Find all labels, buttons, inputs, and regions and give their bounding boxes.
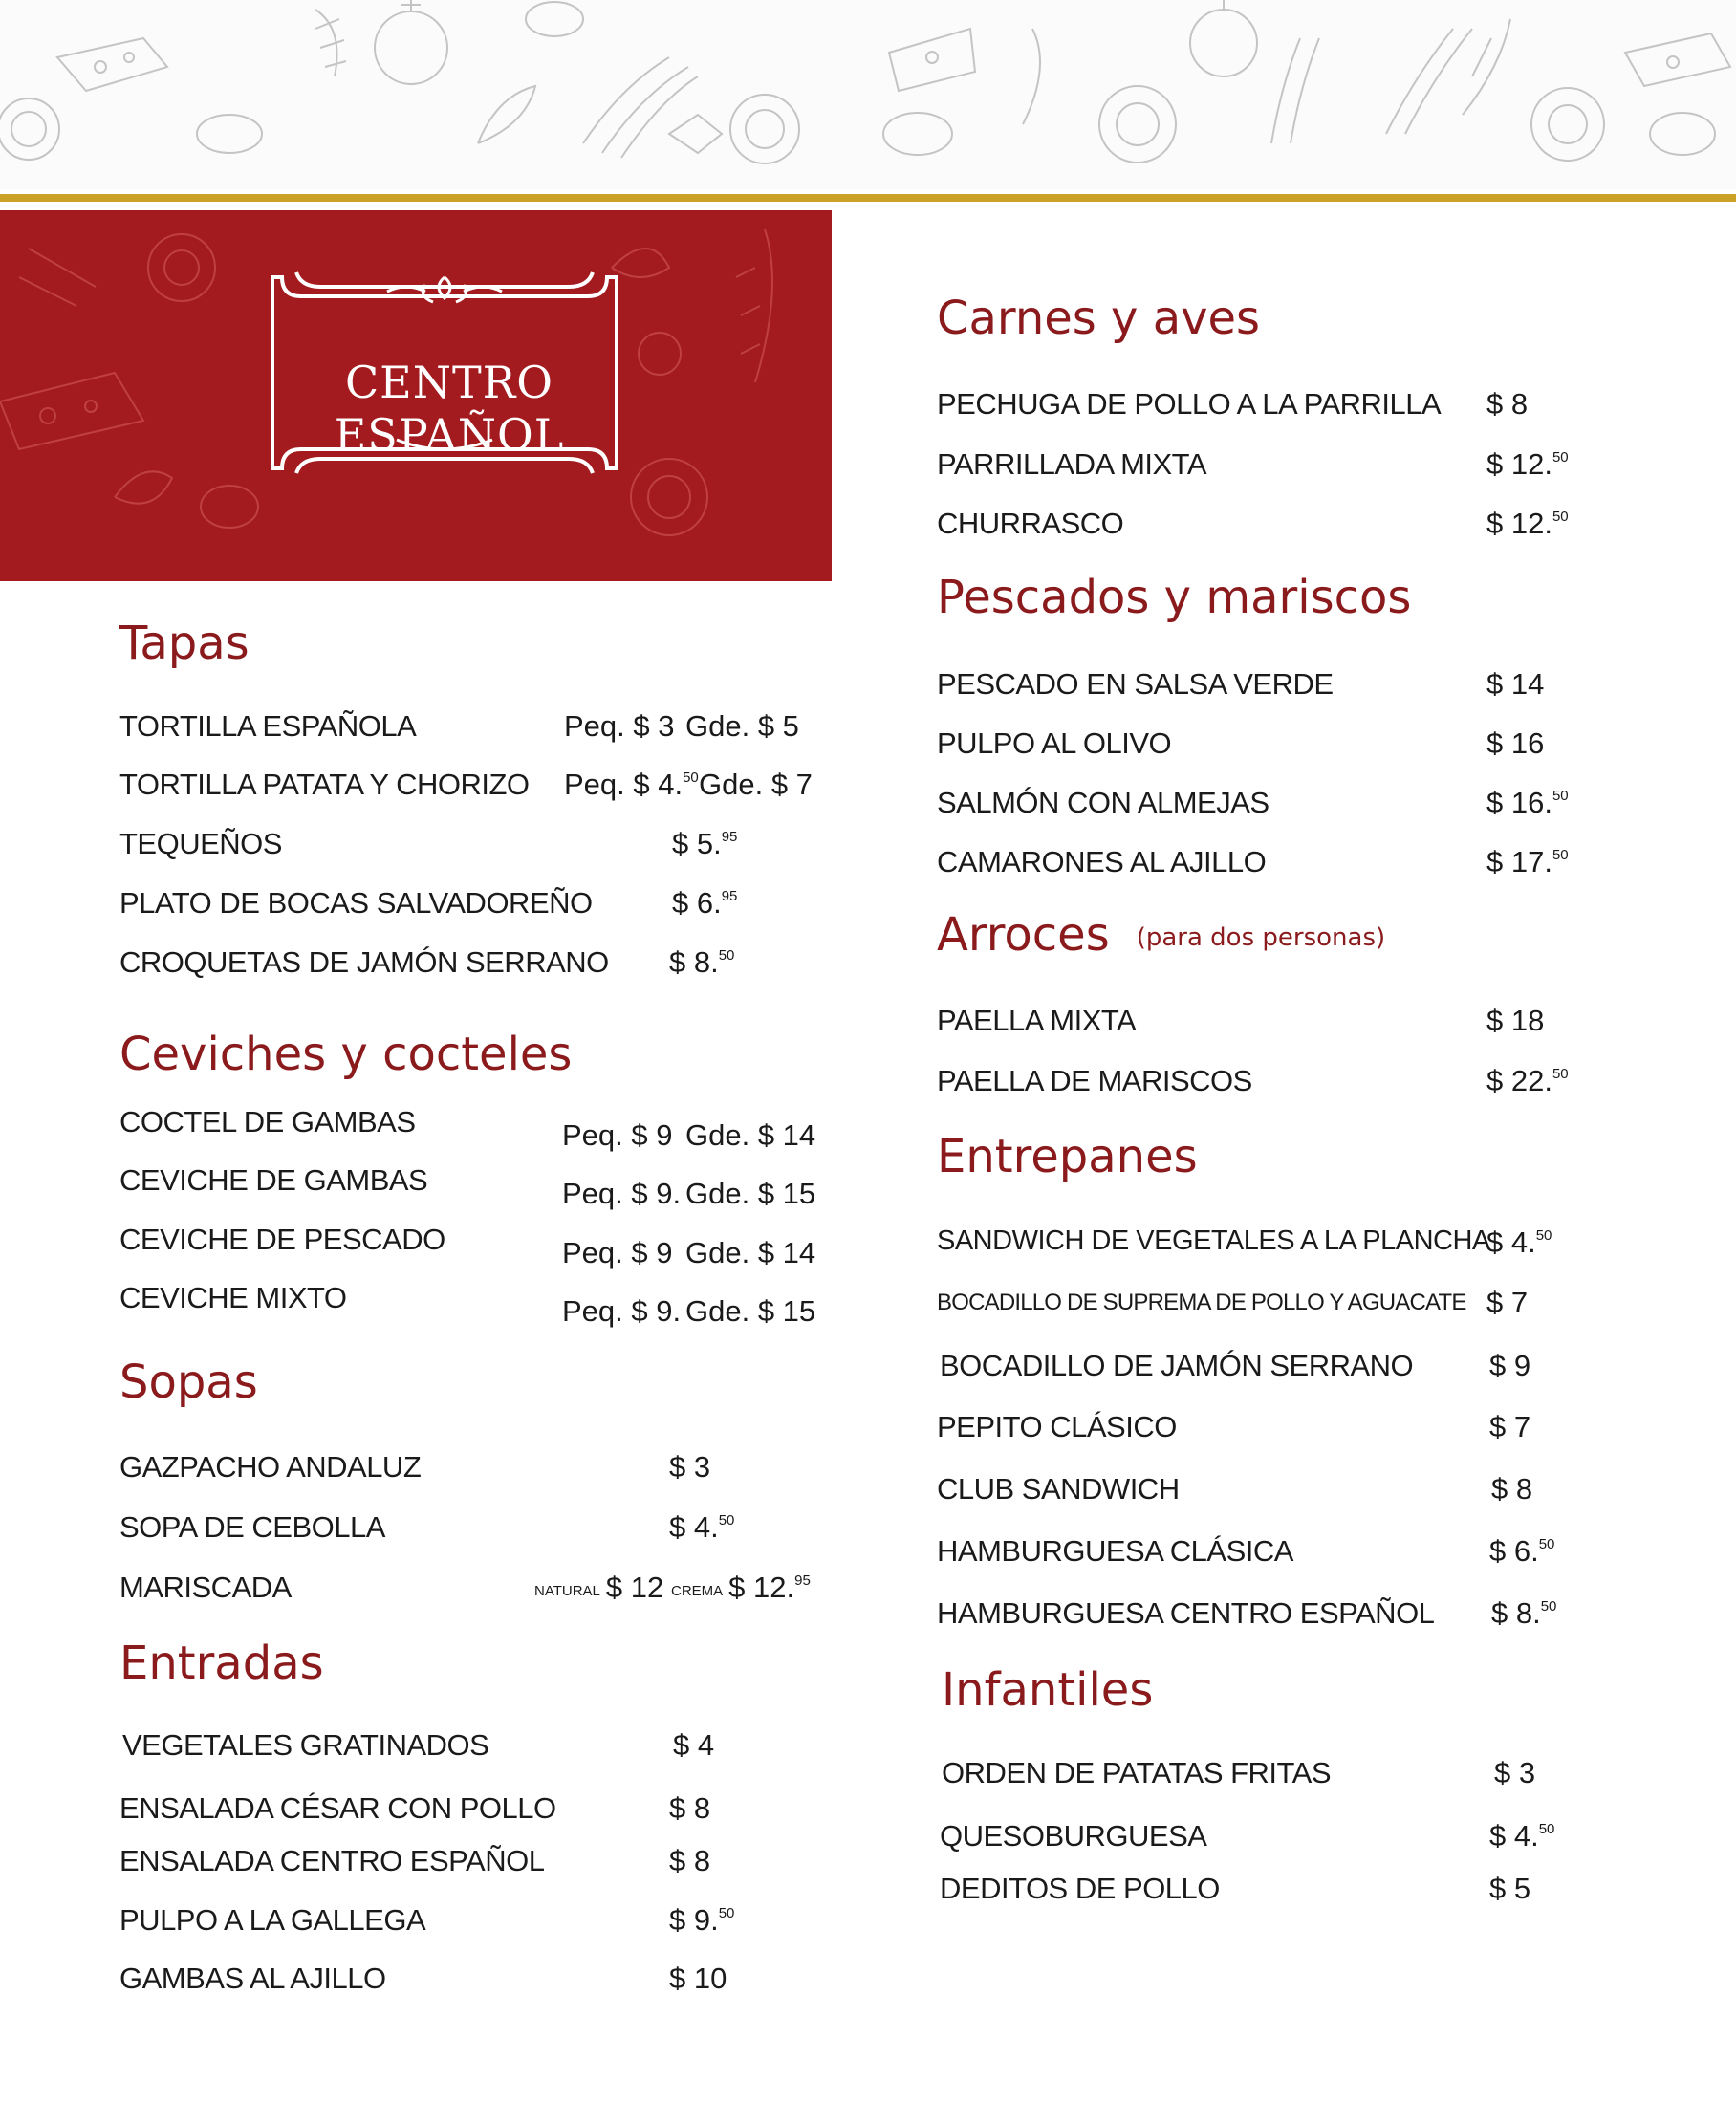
item-name: COCTEL DE GAMBAS (119, 1105, 416, 1138)
item-price: $ 18 (1486, 1004, 1545, 1037)
item-price: $ 6.95 (672, 886, 738, 920)
item-price-large: Gde. $ 15 (685, 1294, 816, 1328)
item-name: ENSALADA CENTRO ESPAÑOL (119, 1844, 545, 1877)
menu-item (937, 726, 1702, 774)
section-title-tapas: Tapas (119, 617, 250, 670)
menu-item (937, 507, 1702, 554)
item-price: $ 12.50 (1486, 447, 1569, 481)
item-price: $ 12.50 (1486, 507, 1569, 540)
section-note: (para dos personas) (1136, 923, 1386, 952)
item-name: PARRILLADA MIXTA (937, 447, 1206, 481)
item-name: TORTILLA ESPAÑOLA (119, 709, 417, 743)
item-price-large: Gde. $ 5 (685, 709, 799, 743)
item-price: $ 8 (1491, 1472, 1533, 1506)
item-name: CLUB SANDWICH (937, 1472, 1180, 1506)
item-name: PLATO DE BOCAS SALVADOREÑO (119, 886, 593, 920)
item-name: PEPITO CLÁSICO (937, 1410, 1177, 1443)
menu-item (119, 709, 827, 757)
menu-item (937, 1534, 1702, 1582)
item-name: TEQUEÑOS (119, 827, 282, 860)
item-price: $ 17.50 (1486, 845, 1569, 878)
item-name: CEVICHE DE GAMBAS (119, 1163, 428, 1197)
item-name: PULPO A LA GALLEGA (119, 1903, 426, 1937)
menu-item (937, 1596, 1702, 1644)
item-name: PESCADO EN SALSA VERDE (937, 667, 1334, 701)
menu-item (122, 1728, 830, 1776)
menu-item (937, 1004, 1702, 1052)
item-name: PULPO AL OLIVO (937, 726, 1172, 760)
menu-item (937, 667, 1702, 715)
item-price: $ 9 (1489, 1349, 1531, 1382)
item-name: DEDITOS DE POLLO (940, 1872, 1220, 1905)
item-price: $ 7 (1489, 1410, 1531, 1443)
item-name: GAMBAS AL AJILLO (119, 1962, 386, 1995)
item-price-small: Peq. $ 4.50 (564, 768, 699, 801)
item-price: $ 8 (669, 1791, 711, 1825)
item-name: CHURRASCO (937, 507, 1124, 540)
item-name: MARISCADA (119, 1571, 292, 1604)
section-title-carnes: Carnes y aves (937, 292, 1261, 345)
menu-item (119, 886, 827, 934)
item-price-small: Peq. $ 9. (562, 1177, 682, 1210)
item-price-small: Peq. $ 9. (562, 1294, 682, 1328)
section-title-entradas: Entradas (119, 1637, 324, 1690)
item-name: BOCADILLO DE SUPREMA DE POLLO Y AGUACATE (937, 1290, 1466, 1315)
section-title-infantiles: Infantiles (942, 1663, 1154, 1717)
brand-name-line2: ESPAÑOL (334, 409, 565, 461)
item-name: CAMARONES AL AJILLO (937, 845, 1267, 878)
item-name: PAELLA MIXTA (937, 1004, 1137, 1037)
section-title-sopas: Sopas (119, 1355, 258, 1409)
item-price-small: Peq. $ 9 (562, 1118, 673, 1152)
item-price: $ 7 (1486, 1286, 1529, 1319)
menu-item (119, 1571, 827, 1618)
menu-item (940, 1819, 1704, 1867)
item-name: PAELLA DE MARISCOS (937, 1064, 1252, 1097)
menu-item (940, 1872, 1704, 1919)
item-price-small: Peq. $ 9 (562, 1236, 673, 1269)
item-price: $ 4.50 (669, 1510, 735, 1544)
item-price: $ 9.50 (669, 1903, 735, 1937)
item-price: $ 5 (1489, 1872, 1531, 1905)
item-name: SANDWICH DE VEGETALES A LA PLANCHA (937, 1225, 1490, 1256)
menu-item (119, 1844, 827, 1892)
item-price-crema: CREMA $ 12.95 (671, 1571, 811, 1604)
item-price: $ 4 (673, 1728, 715, 1762)
item-price: $ 10 (669, 1962, 727, 1995)
item-name: SOPA DE CEBOLLA (119, 1510, 385, 1544)
menu-item (937, 1472, 1702, 1520)
item-price: $ 8 (669, 1844, 711, 1877)
item-price: $ 8.50 (1491, 1596, 1557, 1630)
item-name: CEVICHE DE PESCADO (119, 1223, 445, 1256)
item-name: TORTILLA PATATA Y CHORIZO (119, 768, 530, 801)
gold-divider (0, 194, 1736, 202)
item-name: VEGETALES GRATINADOS (122, 1728, 489, 1762)
menu-item (119, 1962, 827, 2009)
menu-item (937, 1225, 1702, 1273)
item-price-large: Gde. $ 7 (699, 768, 813, 801)
item-price-large: Gde. $ 15 (685, 1177, 816, 1210)
item-name: ENSALADA CÉSAR CON POLLO (119, 1791, 556, 1825)
item-name: GAZPACHO ANDALUZ (119, 1450, 422, 1484)
item-name: HAMBURGUESA CLÁSICA (937, 1534, 1293, 1568)
brand-name-line1: CENTRO (344, 357, 554, 408)
section-title-ceviches: Ceviches y cocteles (119, 1028, 573, 1081)
item-price: $ 3 (1494, 1756, 1536, 1789)
brand-banner (0, 210, 832, 581)
item-name: PECHUGA DE POLLO A LA PARRILLA (937, 387, 1442, 421)
item-price-natural: NATURAL $ 12 (534, 1571, 664, 1604)
menu-item (940, 1349, 1704, 1397)
item-price-small: Peq. $ 3 (564, 709, 675, 743)
menu-item (119, 1903, 827, 1951)
menu-item (119, 827, 827, 875)
item-name: CEVICHE MIXTO (119, 1281, 347, 1314)
item-name: ORDEN DE PATATAS FRITAS (942, 1756, 1332, 1789)
item-price-large: Gde. $ 14 (685, 1118, 816, 1152)
menu-item (937, 447, 1702, 495)
menu-item (937, 845, 1702, 893)
section-title-arroces: Arroces (para dos personas) (937, 908, 1386, 962)
item-name: QUESOBURGUESA (940, 1819, 1207, 1853)
menu-item (119, 1105, 827, 1153)
item-price: $ 22.50 (1486, 1064, 1569, 1097)
section-title-entrepanes: Entrepanes (937, 1130, 1198, 1183)
section-title-pescados: Pescados y mariscos (937, 571, 1412, 624)
menu-item (942, 1756, 1706, 1804)
menu-item (119, 1223, 827, 1270)
menu-item (119, 1163, 827, 1211)
item-price: $ 16.50 (1486, 786, 1569, 819)
item-name: BOCADILLO DE JAMÓN SERRANO (940, 1349, 1414, 1382)
item-price: $ 4.50 (1489, 1819, 1555, 1853)
food-sketch-pattern (0, 0, 1736, 189)
item-price-large: Gde. $ 14 (685, 1236, 816, 1269)
item-price: $ 3 (669, 1450, 711, 1484)
item-price: $ 14 (1486, 667, 1545, 701)
item-name: SALMÓN CON ALMEJAS (937, 786, 1269, 819)
item-price: $ 5.95 (672, 827, 738, 860)
item-name: HAMBURGUESA CENTRO ESPAÑOL (937, 1596, 1435, 1630)
menu-item (937, 1410, 1702, 1458)
menu-item (937, 786, 1702, 834)
item-price: $ 4.50 (1486, 1225, 1552, 1259)
menu-item (119, 1791, 827, 1839)
menu-item (119, 1450, 827, 1498)
menu-item (119, 1510, 827, 1558)
menu-item (119, 768, 827, 815)
item-price: $ 8.50 (669, 945, 735, 979)
item-price: $ 8 (1486, 387, 1529, 421)
item-price: $ 6.50 (1489, 1534, 1555, 1568)
item-price: $ 16 (1486, 726, 1545, 760)
vegetable-illustration-icon (0, 0, 1736, 189)
menu-item (937, 1286, 1702, 1333)
menu-item (119, 1281, 827, 1329)
menu-item (937, 1064, 1702, 1112)
menu-item (937, 387, 1702, 435)
item-name: CROQUETAS DE JAMÓN SERRANO (119, 945, 609, 979)
menu-item (119, 945, 827, 993)
